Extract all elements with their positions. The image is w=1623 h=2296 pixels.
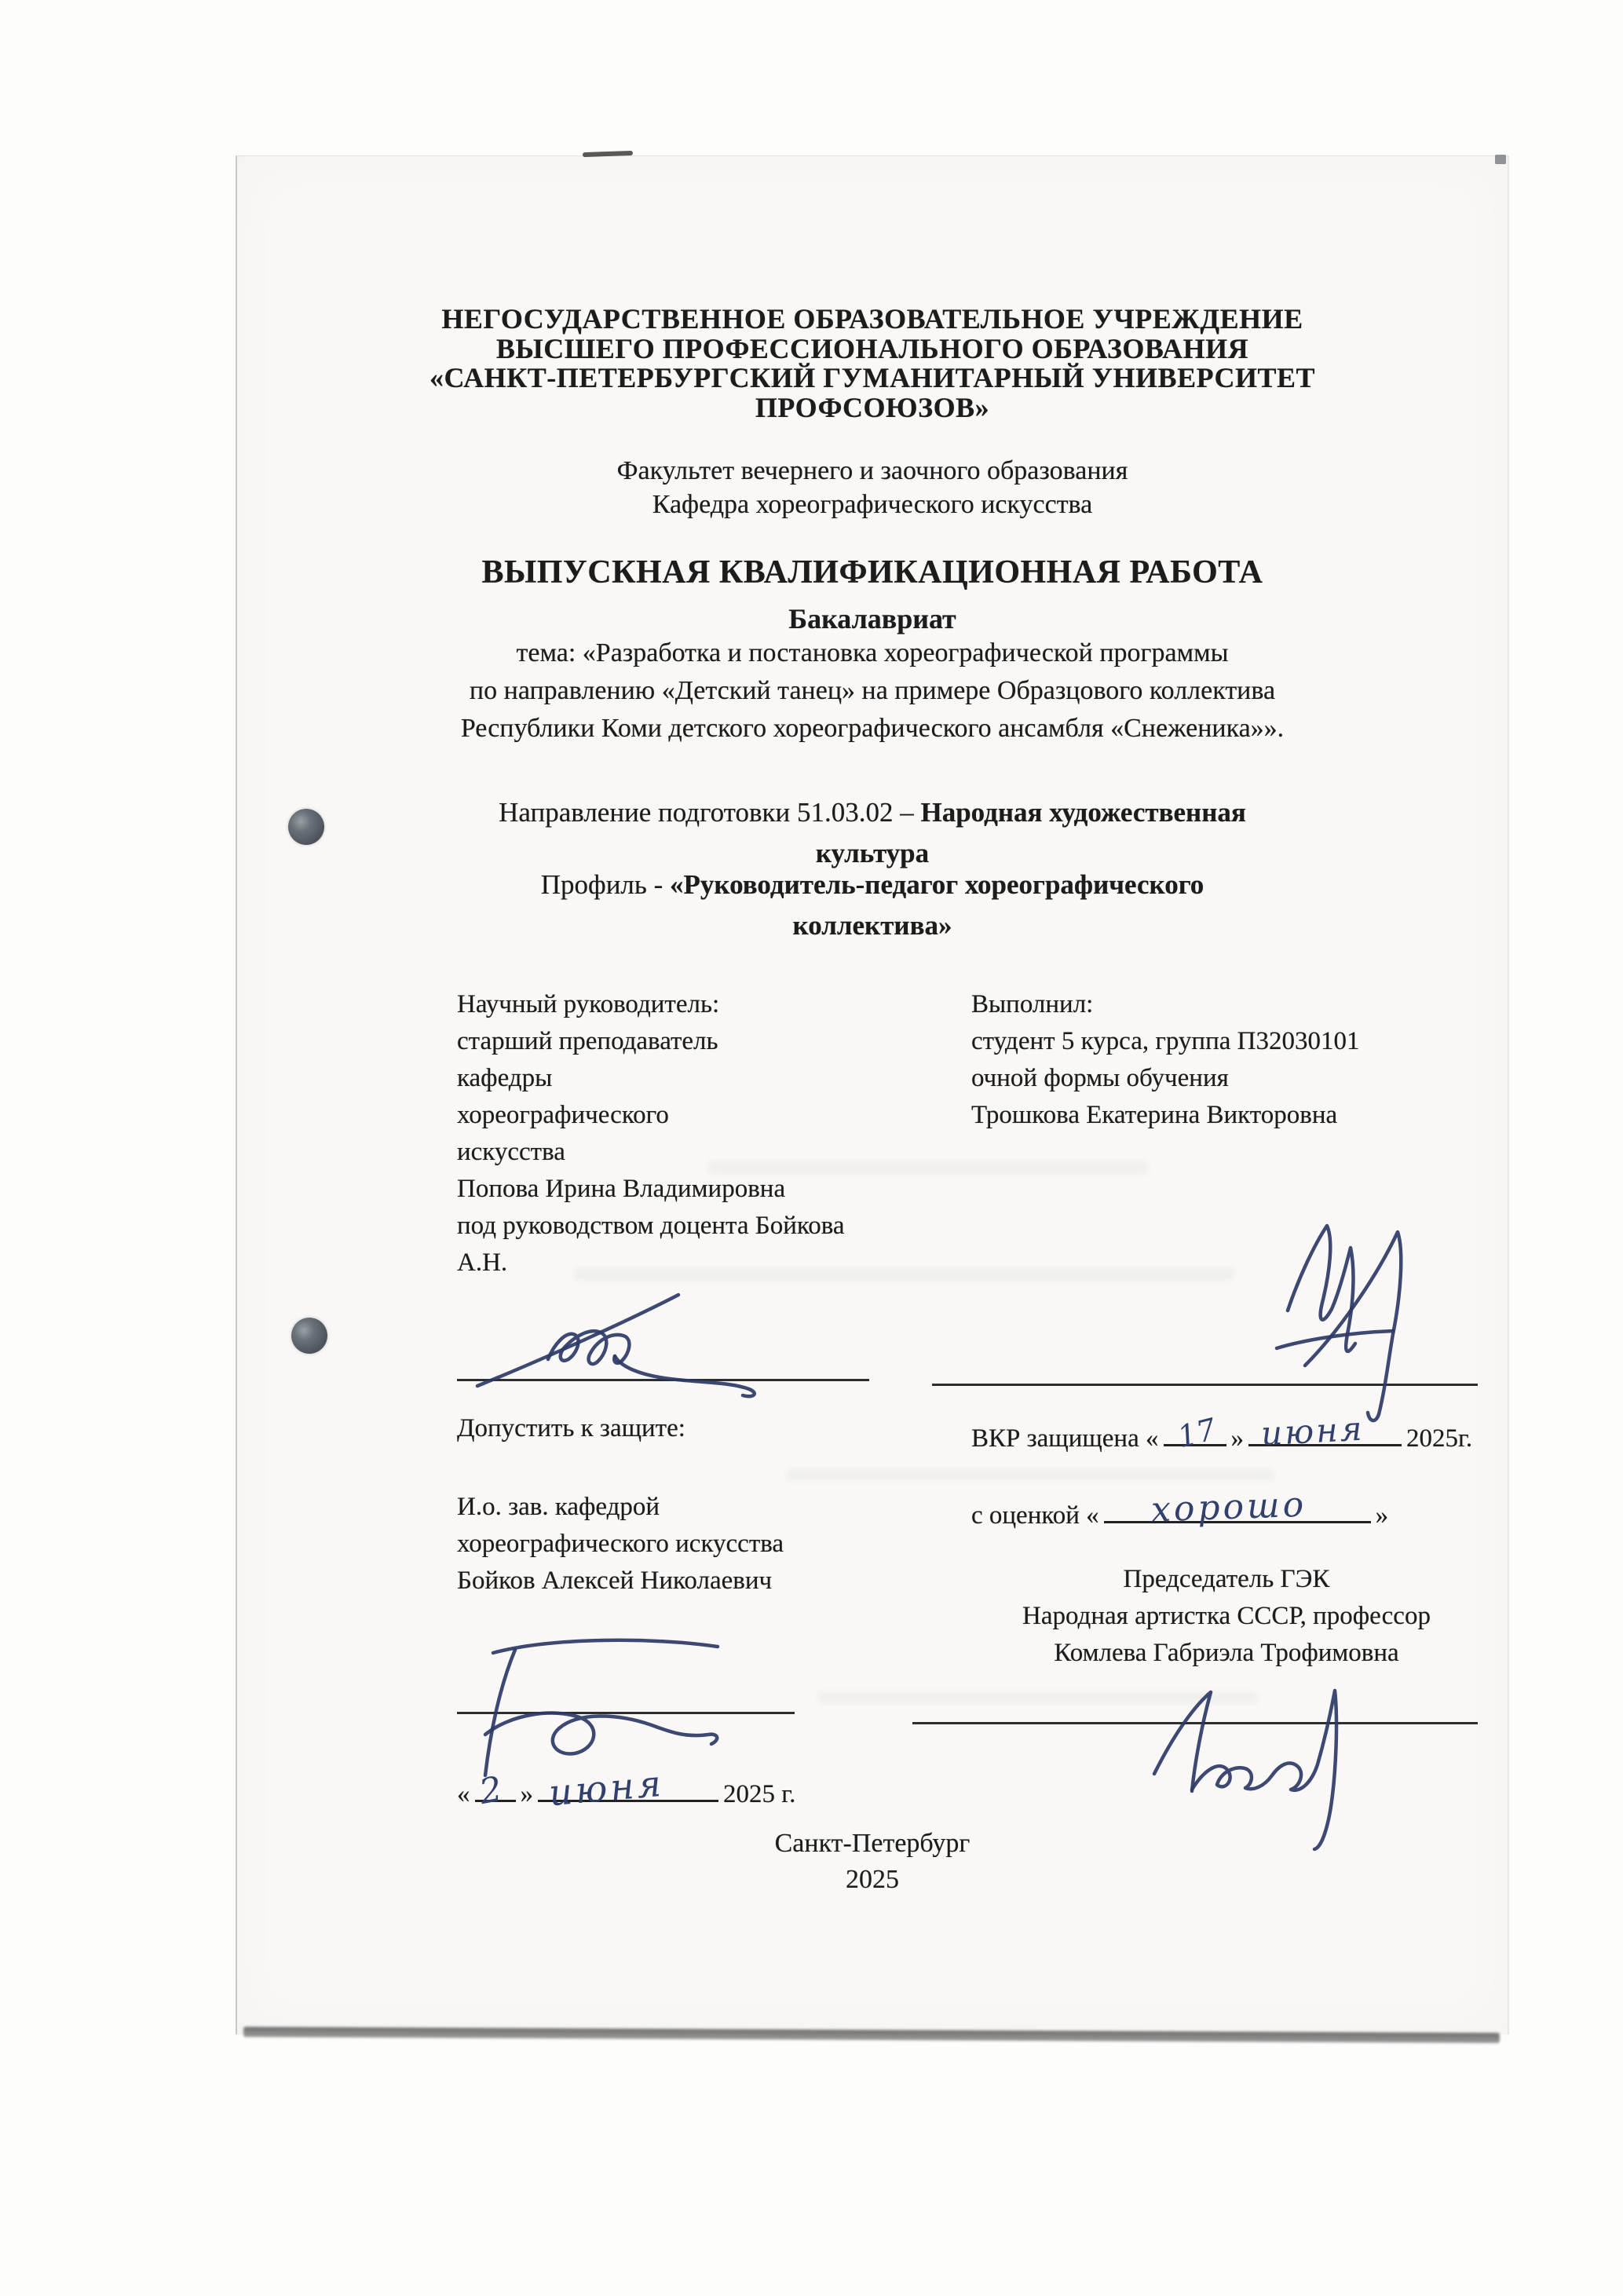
advisor-line: старший преподаватель — [457, 1027, 718, 1055]
admit-month-slot — [538, 1761, 718, 1815]
grade-close-quote: » — [1375, 1501, 1389, 1530]
admit-day-slot — [475, 1768, 516, 1812]
acting-head-line: И.о. зав. кафедрой — [457, 1493, 660, 1521]
theme-line-3: Республики Коми детского хореографического ансамбля «Снеженика»». — [460, 714, 1285, 743]
advisor-line: искусства — [457, 1138, 565, 1166]
bleedthrough-smudge — [787, 1469, 1274, 1480]
theme-line-1: тема: «Разработка и постановка хореографической программы — [516, 638, 1229, 667]
signature-head-drawing — [465, 1632, 732, 1790]
university-name-line-2: ВЫСШЕГО ПРОФЕССИОНАЛЬНОГО ОБРАЗОВАНИЯ — [495, 333, 1249, 364]
university-name-line-3: «САНКТ-ПЕТЕРБУРГСКИЙ ГУМАНИТАРНЫЙ УНИВЕРСИТЕТ — [429, 362, 1316, 393]
handwritten-admit-day: 2 — [476, 1768, 505, 1812]
admit-date-close-quote: » — [520, 1779, 533, 1808]
profile-prefix: Профиль - — [540, 869, 671, 900]
city: Санкт-Петербург — [774, 1829, 971, 1858]
department-name: Кафедра хореографического искусства — [652, 490, 1093, 519]
handwritten-defense-day: 17 — [1173, 1411, 1219, 1455]
grade-row — [971, 1484, 1389, 1530]
grade-slot — [1104, 1484, 1371, 1530]
defense-month-slot — [1248, 1409, 1402, 1453]
punch-hole-bottom — [291, 1318, 327, 1354]
author-name: Трошкова Екатерина Викторовна — [971, 1101, 1338, 1129]
advisor-line: под руководством доцента Бойкова — [457, 1212, 845, 1240]
admit-date-row — [457, 1761, 796, 1815]
chair-name: Комлева Габриэла Трофимовна — [1054, 1639, 1399, 1667]
advisor-line: кафедры — [457, 1064, 553, 1092]
scan-artifact-dash — [583, 151, 633, 157]
direction-prefix: Направление подготовки 51.03.02 – — [499, 797, 921, 828]
profile-bold: «Руководитель-педагог хореографического — [670, 869, 1204, 900]
advisor-line: хореографического — [457, 1101, 669, 1129]
scan-artifact-speck — [1495, 155, 1506, 164]
theme-line-2: по направлению «Детский танец» на примере Образцового коллектива — [469, 676, 1276, 705]
bleedthrough-smudge — [575, 1268, 1234, 1281]
acting-head-line: хореографического искусства — [457, 1530, 784, 1558]
advisor-label: Научный руководитель: — [457, 990, 720, 1018]
signature-student — [1258, 1216, 1446, 1432]
document-page — [236, 155, 1509, 2035]
defense-date-row — [971, 1409, 1473, 1455]
admit-year: 2025 г. — [723, 1779, 796, 1808]
work-type-title: ВЫПУСКНАЯ КВАЛИФИКАЦИОННАЯ РАБОТА — [481, 554, 1263, 590]
defense-day-slot — [1164, 1411, 1226, 1455]
handwritten-grade: хорошо — [1150, 1484, 1307, 1530]
bleedthrough-smudge — [708, 1161, 1148, 1174]
author-line: студент 5 курса, группа П32030101 — [971, 1027, 1360, 1055]
direction-bold: Народная художественная — [920, 797, 1246, 828]
author-line: очной формы обучения — [971, 1064, 1229, 1092]
degree-level: Бакалавриат — [788, 603, 956, 634]
admit-to-defense-label: Допустить к защите: — [457, 1414, 685, 1442]
university-name-line-4: ПРОФСОЮЗОВ» — [755, 392, 990, 423]
signature-advisor-drawing — [473, 1287, 802, 1397]
handwritten-defense-month: июня — [1259, 1409, 1365, 1453]
profile-line-1 — [237, 869, 1508, 901]
defense-date-prefix: ВКР защищена « — [971, 1424, 1159, 1453]
signature-advisor — [473, 1287, 802, 1401]
chair-title: Председатель ГЭК — [1123, 1565, 1330, 1593]
advisor-line: А.Н. — [457, 1249, 508, 1277]
profile-line-2: коллектива» — [792, 910, 952, 941]
author-label: Выполнил: — [971, 990, 1094, 1018]
faculty-name: Факультет вечернего и заочного образования — [616, 456, 1128, 485]
direction-line-1 — [237, 797, 1508, 828]
signature-chair-drawing — [1132, 1672, 1368, 1852]
admit-date-open-quote: « — [457, 1779, 470, 1808]
acting-head-name: Бойков Алексей Николаевич — [457, 1567, 773, 1595]
defense-year: 2025г. — [1406, 1424, 1473, 1453]
chair-honors: Народная артистка СССР, профессор — [1022, 1602, 1431, 1630]
advisor-name: Попова Ирина Владимировна — [457, 1175, 786, 1203]
grade-prefix: с оценкой « — [971, 1501, 1099, 1530]
year: 2025 — [846, 1865, 899, 1894]
university-name-line-1: НЕГОСУДАРСТВЕННОЕ ОБРАЗОВАТЕЛЬНОЕ УЧРЕЖДЕНИЕ — [441, 303, 1303, 335]
direction-line-2: культура — [815, 838, 930, 868]
defense-date-close-quote: » — [1230, 1424, 1244, 1453]
signature-student-drawing — [1258, 1216, 1446, 1428]
handwritten-admit-month: июня — [546, 1761, 666, 1815]
